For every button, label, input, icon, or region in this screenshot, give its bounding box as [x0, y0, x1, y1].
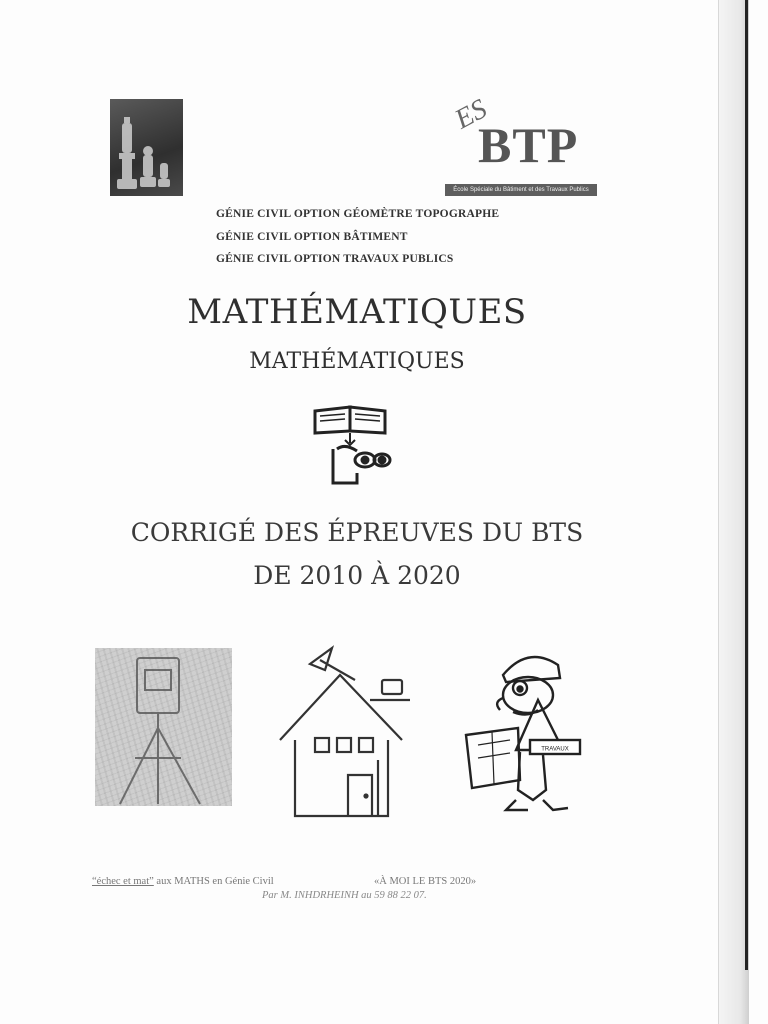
- footer-author: Par M. INHDRHEINH au 59 88 22 07.: [262, 890, 427, 901]
- option-batiment: GÉNIE CIVIL OPTION BÂTIMENT: [216, 230, 408, 243]
- surveying-instrument-image: [95, 648, 232, 806]
- option-geometre: GÉNIE CIVIL OPTION GÉOMÈTRE TOPOGRAPHE: [216, 208, 500, 220]
- construction-worker-image: [458, 640, 593, 820]
- house-with-tools-image: [270, 640, 420, 825]
- footer-line-1: [92, 876, 477, 887]
- footer-rest: aux MATHS en Génie Civil: [153, 876, 274, 887]
- logo-es-text: ES: [450, 93, 493, 136]
- program-options: [216, 208, 499, 276]
- page-title: MATHÉMATIQUES: [187, 292, 527, 332]
- page-subtitle: MATHÉMATIQUES: [249, 349, 465, 374]
- heading-line-2: DE 2010 À 2020: [253, 561, 461, 590]
- page-edge-shadow: [745, 0, 748, 970]
- heading-line-1: CORRIGÉ DES ÉPREUVES DU BTS: [130, 518, 584, 547]
- option-travaux-publics: GÉNIE CIVIL OPTION TRAVAUX PUBLICS: [216, 253, 454, 265]
- logo-tagline: École Spéciale du Bâtiment et des Travaux Publics: [445, 184, 597, 196]
- sign-label: TRAVAUX: [541, 746, 569, 753]
- reading-book-icon: [305, 403, 400, 491]
- esbtp-logo: [440, 93, 600, 200]
- footer-quote: “échec et mat”: [92, 876, 154, 887]
- chess-pieces-image: [110, 99, 183, 196]
- footer-slogan: «À MOI LE BTS 2020»: [374, 876, 477, 887]
- logo-btp-text: BTP: [478, 117, 579, 173]
